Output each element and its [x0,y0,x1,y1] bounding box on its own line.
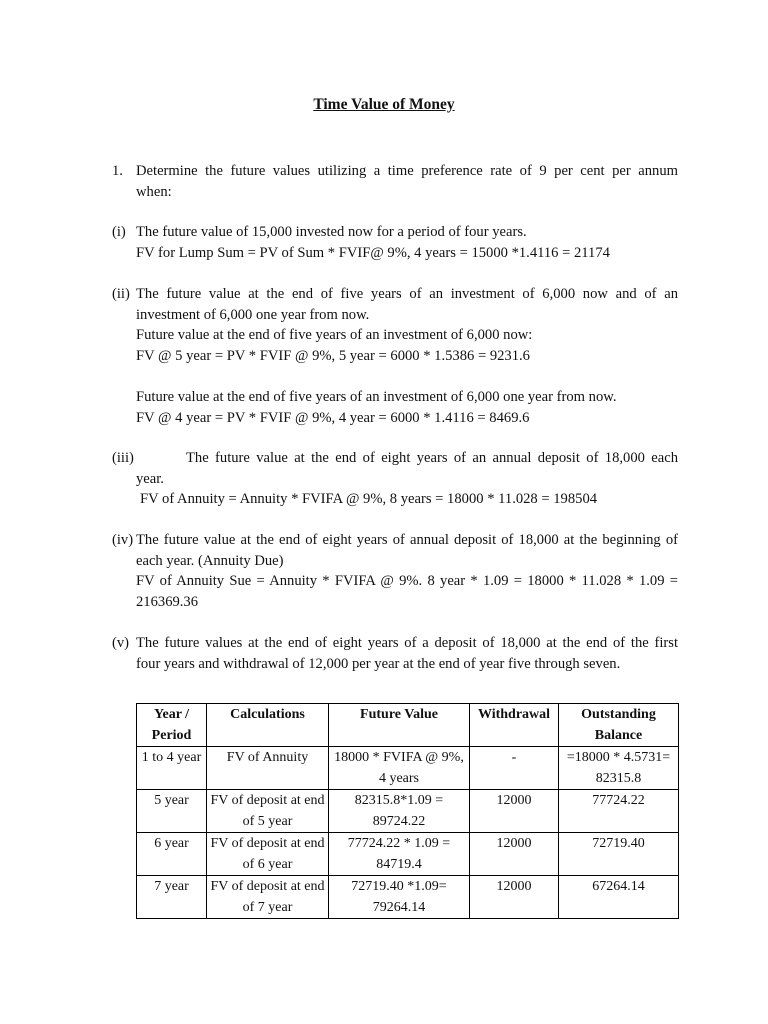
table-row [137,876,679,919]
part-v [112,633,678,674]
formula-line: FV @ 4 year = PV * FVIF @ 9%, 4 year = 6000 * 1.4116 = 8469.6 [136,409,530,426]
table-cell: - [470,747,559,790]
part-i [112,222,678,263]
table-cell: 72719.40 *1.09= 79264.14 [329,876,470,919]
part-text-line: The future value of 15,000 invested now for a period of four years. [136,224,527,240]
balance-table [136,703,679,919]
column-header-year-period: Year / Period [137,704,207,747]
table-cell: 67264.14 [559,876,679,919]
column-header-future-value: Future Value [329,704,470,747]
column-header-calculations: Calculations [207,704,329,747]
table-cell: FV of deposit at end of 6 year [207,833,329,876]
table-header-row [137,704,679,747]
part-marker: (v) [112,635,130,651]
part-text-line: investment of 6,000 one year from now. [136,306,370,323]
table-cell: 82315.8*1.09 = 89724.22 [329,790,470,833]
formula-line: FV @ 5 year = PV * FVIF @ 9%, 5 year = 6000 * 1.5386 = 9231.6 [136,347,530,364]
table-cell: FV of Annuity [207,747,329,790]
part-text-line: four years and withdrawal of 12,000 per year at the end of year five through seven. [136,655,621,672]
table-cell: 77724.22 * 1.09 = 84719.4 [329,833,470,876]
question-text-line: Determine the future values utilizing a time preference rate of 9 per cent per annum [136,163,678,179]
part-marker: (iv) [112,532,134,548]
part-text-line: The future value at the end of eight years of annual deposit of 18,000 at the beginning of [136,532,678,548]
table-cell: 12000 [470,833,559,876]
question-number: 1. [112,163,123,179]
question-text-line: when: [136,183,172,200]
formula-line: FV for Lump Sum = PV of Sum * FVIF@ 9%, 4 years = 15000 *1.4116 = 21174 [136,244,610,261]
part-text-line: The future value at the end of five years of an investment of 6,000 now and of an [136,286,678,302]
table-cell: FV of deposit at end of 5 year [207,790,329,833]
table-cell: 77724.22 [559,790,679,833]
formula-line: FV of Annuity = Annuity * FVIFA @ 9%, 8 years = 18000 * 11.028 = 198504 [140,491,598,508]
table-cell: 1 to 4 year [137,747,207,790]
part-marker: (i) [112,224,126,240]
table-cell: FV of deposit at end of 7 year [207,876,329,919]
part-iv [112,530,678,612]
table-row [137,790,679,833]
formula-line: FV of Annuity Sue = Annuity * FVIFA @ 9%. 8 year * 1.09 = 18000 * 11.028 * 1.09 = [136,573,678,590]
part-text-line: The future values at the end of eight years of a deposit of 18,000 at the end of the first [136,635,678,651]
table-cell: 5 year [137,790,207,833]
table-cell: 72719.40 [559,833,679,876]
question-1 [112,161,678,202]
part-text-line: The future value at the end of eight years of an annual deposit of 18,000 each [186,450,678,466]
table-cell: =18000 * 4.5731= 82315.8 [559,747,679,790]
table-cell: 6 year [137,833,207,876]
document-title: Time Value of Money [313,96,455,113]
part-marker: (ii) [112,286,130,302]
part-text-line: each year. (Annuity Due) [136,552,284,569]
table-cell: 12000 [470,790,559,833]
column-header-outstanding-balance: Outstanding Balance [559,704,679,747]
part-text-line: year. [136,470,164,487]
part-marker: (iii) [112,450,134,466]
table-row [137,833,679,876]
formula-line: 216369.36 [136,593,199,610]
part-iii [112,448,678,510]
table-cell: 18000 * FVIFA @ 9%, 4 years [329,747,470,790]
table-row [137,747,679,790]
table-cell: 12000 [470,876,559,919]
table-cell: 7 year [137,876,207,919]
part-text-line: Future value at the end of five years of an investment of 6,000 now: [136,327,533,344]
part-ii [112,284,678,428]
part-text-line: Future value at the end of five years of an investment of 6,000 one year from now. [136,388,617,405]
column-header-withdrawal: Withdrawal [470,704,559,747]
